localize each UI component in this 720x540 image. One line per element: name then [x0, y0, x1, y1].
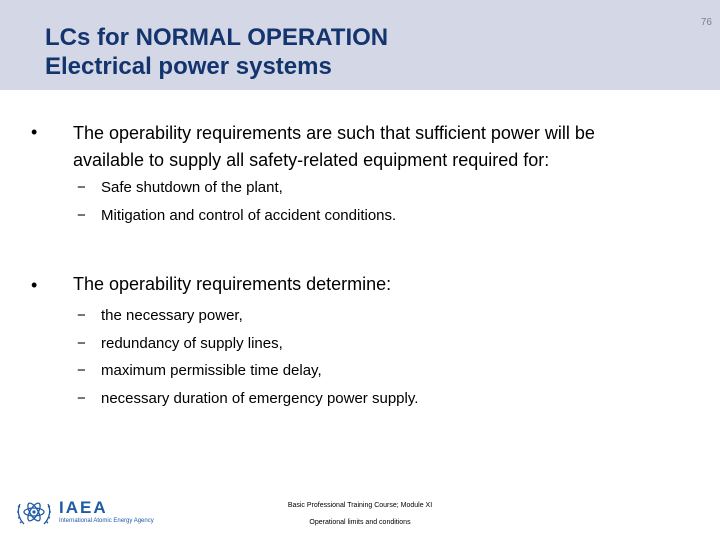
iaea-full-name: International Atomic Energy Agency — [59, 518, 154, 524]
bullet-1-line-1: The operability requirements are such that sufficient power will be — [73, 123, 595, 143]
sub-dash: − — [77, 307, 86, 324]
sub-dash: − — [77, 390, 86, 407]
bullet-2-line-1: The operability requirements determine: — [73, 274, 392, 294]
sub-item: redundancy of supply lines, — [101, 335, 283, 352]
sub-item: maximum permissible time delay, — [101, 362, 322, 379]
bullet-text-2 — [73, 271, 683, 298]
sub-item: necessary duration of emergency power supply. — [101, 390, 419, 407]
sub-dash: − — [77, 207, 86, 224]
footer-course-title: Basic Professional Training Course; Module XI — [287, 502, 433, 509]
bullet-marker: • — [31, 275, 38, 295]
title-line-2: Electrical power systems — [45, 53, 332, 80]
title-line-1: LCs for NORMAL OPERATION — [45, 24, 389, 51]
page-number: 76 — [700, 17, 712, 28]
sub-item: Safe shutdown of the plant, — [101, 179, 283, 196]
iaea-wordmark: IAEA — [59, 498, 108, 517]
bullet-1-line-2: available to supply all safety-related equipment required for: — [73, 150, 550, 170]
footer-module-title: Operational limits and conditions — [309, 519, 411, 526]
sub-item: Mitigation and control of accident conditions. — [101, 207, 397, 224]
sub-dash: − — [77, 362, 86, 379]
sub-dash: − — [77, 335, 86, 352]
sub-item: the necessary power, — [101, 307, 243, 324]
title-band — [0, 0, 720, 90]
slide-title — [45, 23, 388, 81]
bullet-marker: • — [31, 122, 38, 142]
sub-dash: − — [77, 179, 86, 196]
bullet-text-1 — [73, 120, 683, 174]
